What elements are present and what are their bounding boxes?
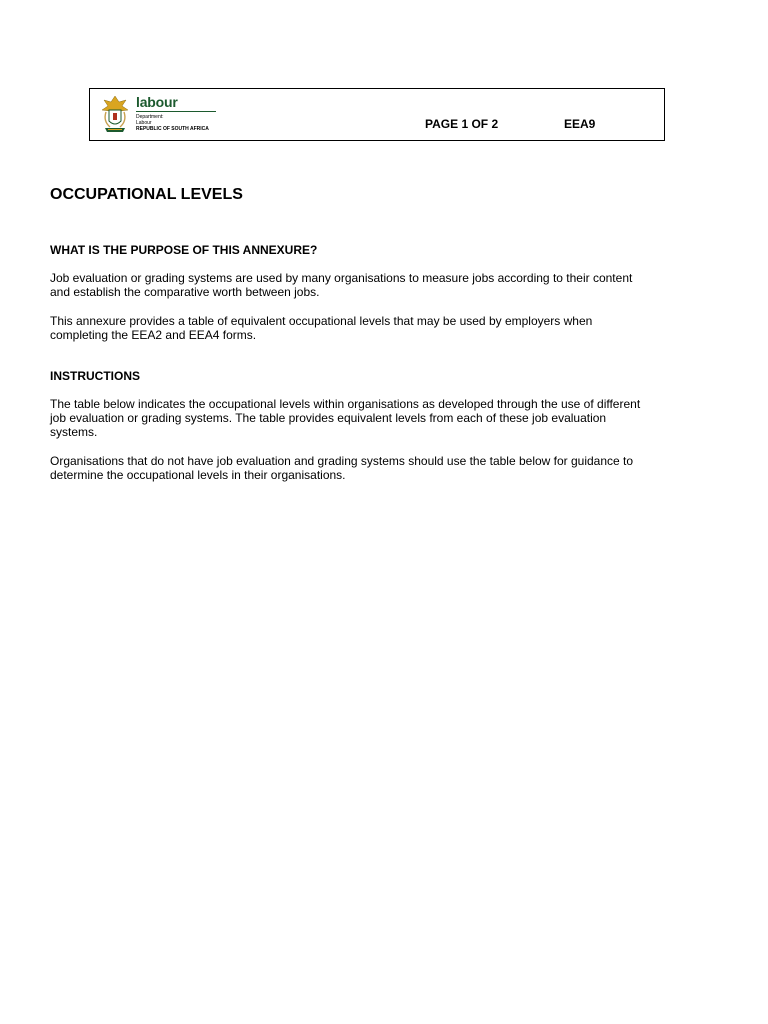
paragraph: Organisations that do not have job evaluation and grading systems should use the table below for guidance to determine the occupational levels in their organisations. (50, 454, 634, 482)
document-title: OCCUPATIONAL LEVELS (50, 186, 243, 203)
department-of-labour-logo (100, 94, 220, 136)
paragraph: Job evaluation or grading systems are used by many organisations to measure jobs according to their content and establish the comparative worth between jobs. (50, 271, 633, 299)
logo-divider (136, 111, 216, 112)
logo-department-name: Labour (136, 120, 152, 126)
document-header (89, 88, 665, 141)
paragraph: The table below indicates the occupational levels within organisations as developed through the use of different job evaluation or grading systems. The table provides equivalent levels from each of these job evaluation systems. (50, 397, 641, 439)
paragraph: This annexure provides a table of equivalent occupational levels that may be used by employers when completing the EEA2 and EEA4 forms. (50, 314, 593, 342)
coat-of-arms-icon (100, 94, 130, 134)
form-code: EEA9 (564, 117, 596, 131)
logo-wordmark: labour (136, 94, 178, 110)
page-indicator: PAGE 1 OF 2 (425, 117, 499, 131)
section-heading-instructions: INSTRUCTIONS (50, 369, 140, 383)
logo-country-line: REPUBLIC OF SOUTH AFRICA (136, 126, 209, 132)
logo-department-line: Department: (136, 114, 164, 120)
section-heading-purpose: WHAT IS THE PURPOSE OF THIS ANNEXURE? (50, 243, 318, 257)
